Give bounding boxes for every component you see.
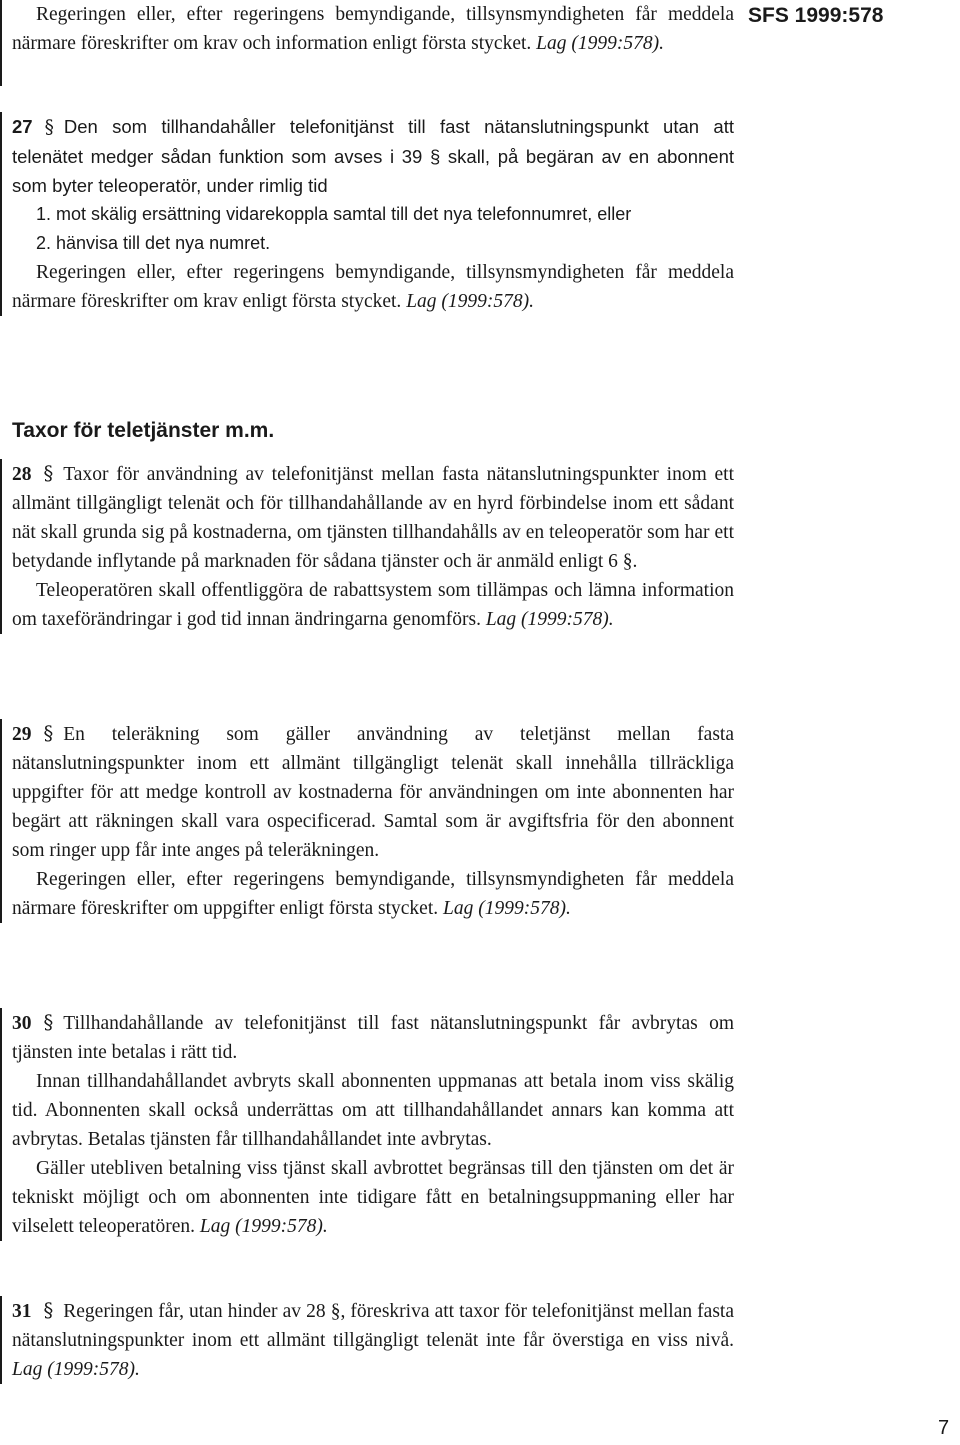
lag-reference: Lag (1999:578).	[199, 1216, 328, 1237]
section-29-para-2-text: Regeringen eller, efter regeringens bemyndigande, tillsynsmyndigheten får meddela närmare föreskrifter om uppgifter enligt första stycket.	[12, 869, 734, 919]
section-27-item-1: 1. mot skälig ersättning vidarekoppla samtal till det nya telefonnumret, eller	[36, 204, 632, 224]
section-number: 29	[12, 724, 32, 745]
paragraph-sign: §	[43, 1011, 54, 1034]
section-30	[0, 1008, 734, 1241]
section-28	[0, 459, 734, 634]
section-28-paragraph-2	[12, 576, 734, 634]
lag-reference: Lag (1999:578).	[443, 898, 571, 919]
paragraph-sign: §	[43, 462, 54, 485]
lag-reference: Lag (1999:578).	[485, 609, 614, 630]
section-28-para-1-text: Taxor för användning av telefonitjänst mellan fasta nätanslutningspunkter inom ett allmänt tillgängligt telenät och för tillhandahållande av en hyrd förbindelse inom ett sådant nät skall grunda sig på kostnaderna, om tjänsten tillhandahålls av en teleoperatör som har ett betydande inflytande på marknaden för sådana tjänster och är anmäld enligt 6 §.	[12, 464, 734, 572]
section-28-para-2-text: Teleoperatören skall offentliggöra de rabattsystem som tillämpas och lämna information om taxeförändringar i god tid innan ändringarna genomförs.	[12, 580, 734, 630]
paragraph-sign: §	[43, 722, 54, 745]
section-30-para-1-text: Tillhandahållande av telefonitjänst till fast nätanslutningspunkt får avbrytas om tjänsten inte betalas i rätt tid.	[12, 1013, 734, 1063]
section-31	[0, 1296, 734, 1384]
section-27-intro-text: Den som tillhandahåller telefonitjänst till fast nätanslutningspunkt utan att telenätet medger sådan funktion som avses i 39 § skall, på begäran av en abonnent som byter teleoperatör, under rimlig tid	[12, 116, 734, 196]
section-30-paragraph-3	[12, 1154, 734, 1241]
section-27-item-2: 2. hänvisa till det nya numret.	[36, 233, 271, 253]
section-30-paragraph-1	[12, 1008, 734, 1067]
section-27	[0, 112, 734, 316]
section-27-para-2-text: Regeringen eller, efter regeringens bemyndigande, tillsynsmyndigheten får meddela närmare föreskrifter om krav enligt första stycket.	[12, 262, 734, 312]
lag-reference: Lag (1999:578).	[406, 291, 535, 312]
section-27-intro	[12, 112, 734, 200]
lag-reference: Lag (1999:578).	[536, 33, 664, 54]
top-block-paragraph	[12, 0, 734, 58]
page-number: 7	[938, 1417, 950, 1439]
section-number: 30	[12, 1013, 32, 1034]
section-31-para-1-text: Regeringen får, utan hinder av 28 §, föreskriva att taxor för telefonitjänst mellan fasta nätanslutningspunkter inom ett allmänt tillgängligt telenät inte får överstiga en viss nivå.	[12, 1301, 734, 1351]
section-30-paragraph-2: Innan tillhandahållandet avbryts skall abonnenten uppmanas att betala inom viss skälig tid. Abonnenten skall också underrättas om att tillhandahållandet annars kan komma att avbrytas. Betalas tjänsten får tillhandahållandet inte avbrytas.	[12, 1071, 734, 1150]
top-block-text: Regeringen eller, efter regeringens bemyndigande, tillsynsmyndigheten får meddela närmare föreskrifter om krav och information enligt första stycket.	[12, 4, 734, 54]
section-29-paragraph-1	[12, 719, 734, 865]
section-30-para-3-text: Gäller utebliven betalning viss tjänst skall avbrottet begränsas till den tjänsten om det är tekniskt möjligt och om abonnenten inte tidigare fått en betalningsuppmaning eller har vilselett teleoperatören.	[12, 1158, 734, 1237]
section-29	[0, 719, 734, 923]
top-block	[0, 0, 734, 86]
section-29-paragraph-2	[12, 865, 734, 923]
section-31-paragraph-1	[12, 1296, 734, 1384]
section-heading: Taxor för teletjänster m.m.	[12, 419, 275, 442]
section-number: 28	[12, 464, 32, 485]
sfs-number: SFS 1999:578	[748, 4, 884, 27]
paragraph-sign: §	[44, 117, 54, 138]
section-29-para-1-text: En teleräkning som gäller användning av teletjänst mellan fasta nätanslutningspunkter inom ett allmänt tillgängligt telenät skall innehålla tillräckliga uppgifter för att medge kontroll av kostnaderna för användningen om inte abonnenten har begärt att räkningen skall vara ospecificerad. Samtal som är avgiftsfria för den abonnent som ringer upp får inte anges på teleräkningen.	[12, 724, 734, 861]
paragraph-sign: §	[43, 1299, 54, 1322]
section-number: 31	[12, 1301, 32, 1322]
section-27-paragraph-2	[12, 258, 734, 316]
section-number: 27	[12, 116, 33, 137]
section-28-paragraph-1	[12, 459, 734, 576]
lag-reference: Lag (1999:578).	[12, 1359, 140, 1380]
